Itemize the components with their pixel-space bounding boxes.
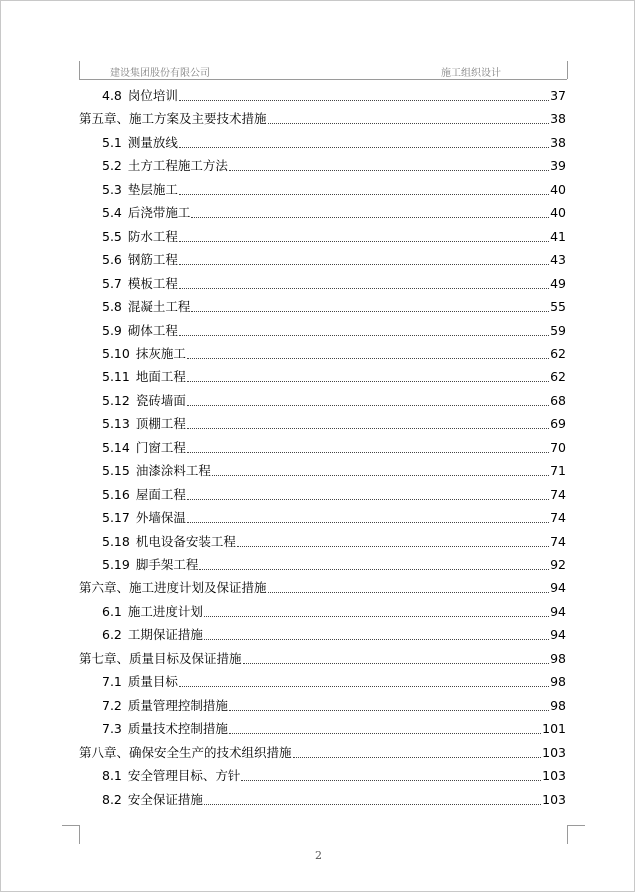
toc-page-number: 94 bbox=[550, 580, 566, 596]
toc-section-entry[interactable] bbox=[1, 128, 635, 151]
toc-dot-leader bbox=[187, 405, 549, 406]
toc-section-number: 5.16 bbox=[102, 486, 130, 502]
toc-section-entry[interactable] bbox=[1, 714, 635, 737]
toc-dot-leader bbox=[187, 452, 549, 453]
toc-page-number: 43 bbox=[550, 252, 566, 268]
toc-entry-title: 混凝土工程 bbox=[127, 299, 191, 315]
toc-dot-leader bbox=[293, 757, 542, 758]
toc-section-entry[interactable] bbox=[1, 175, 635, 198]
toc-entry-heading bbox=[102, 346, 186, 362]
toc-dot-leader bbox=[204, 616, 549, 617]
toc-entry-heading bbox=[102, 182, 178, 198]
toc-entry-heading bbox=[102, 252, 178, 268]
toc-section-number: 5.7 bbox=[102, 275, 122, 291]
toc-section-number: 5.6 bbox=[102, 252, 122, 268]
toc-entry-title: 质量技术控制措施 bbox=[127, 721, 228, 737]
toc-entry-heading bbox=[102, 721, 228, 737]
toc-page-number: 74 bbox=[550, 510, 566, 526]
toc-entry-title: 测量放线 bbox=[127, 134, 178, 150]
toc-section-entry[interactable] bbox=[1, 785, 635, 808]
toc-entry-title: 后浇带施工 bbox=[127, 205, 191, 221]
toc-entry-title: 机电设备安装工程 bbox=[135, 533, 236, 549]
toc-entry-heading bbox=[102, 792, 203, 808]
toc-dot-leader bbox=[187, 522, 549, 523]
toc-page-number: 38 bbox=[550, 134, 566, 150]
toc-page-number: 103 bbox=[542, 768, 566, 784]
toc-entry-title: 安全保证措施 bbox=[127, 791, 203, 807]
toc-dot-leader bbox=[187, 381, 549, 382]
toc-entry-title: 门窗工程 bbox=[135, 439, 186, 455]
toc-page-number: 37 bbox=[550, 88, 566, 103]
toc-entry-title: 第六章、施工进度计划及保证措施 bbox=[79, 580, 267, 596]
toc-dot-leader bbox=[243, 663, 550, 664]
toc-section-number: 5.18 bbox=[102, 533, 130, 549]
toc-section-entry[interactable] bbox=[1, 550, 635, 573]
toc-dot-leader bbox=[241, 780, 541, 781]
toc-dot-leader bbox=[191, 311, 549, 312]
toc-section-entry[interactable] bbox=[1, 433, 635, 456]
header-rule bbox=[79, 79, 567, 80]
toc-section-entry[interactable] bbox=[1, 527, 635, 550]
toc-section-number: 5.3 bbox=[102, 181, 122, 197]
toc-section-entry[interactable] bbox=[1, 409, 635, 432]
toc-dot-leader bbox=[179, 264, 549, 265]
toc-entry-heading bbox=[102, 557, 198, 573]
toc-entry-title: 瓷砖墙面 bbox=[135, 392, 186, 408]
toc-section-number: 5.2 bbox=[102, 158, 122, 174]
toc-page-number: 41 bbox=[550, 228, 566, 244]
toc-section-number: 5.1 bbox=[102, 134, 122, 150]
toc-entry-heading bbox=[102, 393, 186, 409]
toc-page-number: 40 bbox=[550, 181, 566, 197]
toc-section-entry[interactable] bbox=[1, 620, 635, 643]
toc-dot-leader bbox=[179, 335, 549, 336]
toc-page-number: 98 bbox=[550, 650, 566, 666]
toc-entry-title: 质量目标 bbox=[127, 674, 178, 690]
toc-page-number: 98 bbox=[550, 674, 566, 690]
toc-section-entry[interactable] bbox=[1, 691, 635, 714]
toc-entry-title: 安全管理目标、方针 bbox=[127, 768, 241, 784]
toc-entry-heading bbox=[79, 745, 292, 761]
toc-section-entry[interactable] bbox=[1, 362, 635, 385]
toc-chapter-entry[interactable] bbox=[1, 104, 635, 127]
toc-section-number: 4.8 bbox=[102, 88, 122, 103]
toc-page-number: 62 bbox=[550, 369, 566, 385]
toc-entry-title: 钢筋工程 bbox=[127, 252, 178, 268]
header-company-name: 建设集团股份有限公司 bbox=[110, 68, 210, 79]
toc-dot-leader bbox=[179, 147, 549, 148]
toc-entry-title: 屋面工程 bbox=[135, 486, 186, 502]
toc-page-number: 101 bbox=[542, 721, 566, 737]
toc-section-entry[interactable] bbox=[1, 480, 635, 503]
toc-chapter-entry[interactable] bbox=[1, 573, 635, 596]
toc-entry-title: 第七章、质量目标及保证措施 bbox=[79, 650, 242, 666]
toc-section-entry[interactable] bbox=[1, 81, 635, 104]
toc-entry-title: 施工进度计划 bbox=[127, 603, 203, 619]
toc-dot-leader bbox=[179, 241, 549, 242]
toc-page-number: 38 bbox=[550, 111, 566, 127]
toc-section-number: 5.15 bbox=[102, 463, 130, 479]
toc-section-number: 5.14 bbox=[102, 439, 130, 455]
toc-dot-leader bbox=[229, 733, 541, 734]
toc-section-entry[interactable] bbox=[1, 386, 635, 409]
toc-section-number: 5.8 bbox=[102, 299, 122, 315]
toc-dot-leader bbox=[199, 569, 549, 570]
toc-entry-heading bbox=[102, 487, 186, 503]
header-corner-mark-left bbox=[79, 61, 80, 79]
toc-section-number: 7.2 bbox=[102, 697, 122, 713]
toc-section-number: 5.10 bbox=[102, 345, 130, 361]
toc-section-entry[interactable] bbox=[1, 339, 635, 362]
toc-entry-heading bbox=[102, 440, 186, 456]
footer-corner-mark-left bbox=[62, 825, 80, 844]
toc-entry-title: 模板工程 bbox=[127, 275, 178, 291]
toc-dot-leader bbox=[268, 592, 550, 593]
toc-dot-leader bbox=[179, 288, 549, 289]
toc-section-number: 6.1 bbox=[102, 603, 122, 619]
toc-section-number: 5.9 bbox=[102, 322, 122, 338]
toc-section-entry[interactable] bbox=[1, 151, 635, 174]
toc-dot-leader bbox=[204, 804, 541, 805]
toc-dot-leader bbox=[268, 123, 550, 124]
toc-entry-heading bbox=[102, 158, 228, 174]
toc-page-number: 92 bbox=[550, 557, 566, 572]
toc-page-number: 62 bbox=[550, 345, 566, 361]
toc-entry-heading bbox=[102, 369, 186, 385]
toc-section-entry[interactable] bbox=[1, 597, 635, 620]
footer-page-number: 2 bbox=[315, 849, 322, 862]
toc-section-number: 5.12 bbox=[102, 392, 130, 408]
toc-section-number: 5.4 bbox=[102, 205, 122, 221]
toc-entry-heading bbox=[79, 580, 267, 596]
toc-entry-heading bbox=[102, 135, 178, 151]
toc-entry-title: 防水工程 bbox=[127, 228, 178, 244]
toc-section-entry[interactable] bbox=[1, 761, 635, 784]
toc-entry-heading bbox=[102, 463, 211, 479]
toc-entry-title: 顶棚工程 bbox=[135, 416, 186, 432]
toc-entry-title: 垫层施工 bbox=[127, 181, 178, 197]
toc-section-entry[interactable] bbox=[1, 316, 635, 339]
toc-dot-leader bbox=[187, 499, 549, 500]
toc-section-number: 8.1 bbox=[102, 768, 122, 784]
toc-dot-leader bbox=[179, 100, 549, 101]
footer-corner-mark-right bbox=[567, 825, 585, 844]
toc-dot-leader bbox=[187, 428, 549, 429]
toc-page-number: 68 bbox=[550, 392, 566, 408]
toc-entry-heading bbox=[102, 205, 190, 221]
toc-entry-heading bbox=[102, 534, 236, 550]
toc-page-number: 74 bbox=[550, 533, 566, 549]
header-corner-mark-right bbox=[567, 61, 568, 79]
toc-entry-title: 工期保证措施 bbox=[127, 627, 203, 643]
toc-section-number: 7.1 bbox=[102, 674, 122, 690]
toc-section-number: 5.11 bbox=[102, 369, 130, 385]
toc-entry-title: 抹灰施工 bbox=[135, 345, 186, 361]
toc-section-number: 8.2 bbox=[102, 791, 122, 807]
toc-section-number: 6.2 bbox=[102, 627, 122, 643]
toc-dot-leader bbox=[187, 358, 549, 359]
toc-entry-heading bbox=[102, 276, 178, 292]
toc-entry-heading bbox=[102, 229, 178, 245]
toc-entry-heading bbox=[102, 674, 178, 690]
toc-section-entry[interactable] bbox=[1, 222, 635, 245]
toc-dot-leader bbox=[229, 710, 549, 711]
toc-section-entry[interactable] bbox=[1, 503, 635, 526]
toc-chapter-entry[interactable] bbox=[1, 738, 635, 761]
toc-entry-heading bbox=[102, 323, 178, 339]
toc-section-entry[interactable] bbox=[1, 292, 635, 315]
toc-dot-leader bbox=[179, 194, 549, 195]
toc-dot-leader bbox=[191, 217, 549, 218]
toc-section-number: 5.17 bbox=[102, 510, 130, 526]
toc-section-entry[interactable] bbox=[1, 667, 635, 690]
toc-page-number: 103 bbox=[542, 791, 566, 807]
toc-entry-heading bbox=[79, 111, 267, 127]
toc-entry-title: 油漆涂料工程 bbox=[135, 463, 211, 479]
toc-page-number: 69 bbox=[550, 416, 566, 432]
toc-page-number: 49 bbox=[550, 275, 566, 291]
toc-section-number: 5.5 bbox=[102, 228, 122, 244]
toc-section-number: 5.13 bbox=[102, 416, 130, 432]
toc-entry-heading bbox=[102, 698, 228, 714]
toc-page-number: 103 bbox=[542, 744, 566, 760]
toc-entry-heading bbox=[102, 88, 178, 104]
toc-section-number: 5.19 bbox=[102, 557, 130, 572]
toc-page-number: 55 bbox=[550, 299, 566, 315]
toc-page-number: 39 bbox=[550, 158, 566, 174]
toc-page-number: 71 bbox=[550, 463, 566, 479]
toc-entry-heading bbox=[102, 299, 190, 315]
toc-entry-heading bbox=[79, 651, 242, 667]
header-document-title: 施工组织设计 bbox=[441, 68, 501, 79]
toc-chapter-entry[interactable] bbox=[1, 644, 635, 667]
toc-section-number: 7.3 bbox=[102, 721, 122, 737]
toc-entry-heading bbox=[102, 510, 186, 526]
toc-dot-leader bbox=[204, 639, 549, 640]
toc-entry-title: 脚手架工程 bbox=[135, 557, 199, 572]
toc-entry-heading bbox=[102, 416, 186, 432]
toc-dot-leader bbox=[237, 546, 549, 547]
toc-page-number: 40 bbox=[550, 205, 566, 221]
toc-page-number: 74 bbox=[550, 486, 566, 502]
toc-dot-leader bbox=[229, 170, 549, 171]
toc-entry-title: 地面工程 bbox=[135, 369, 186, 385]
toc-entry-title: 第五章、施工方案及主要技术措施 bbox=[79, 111, 267, 127]
toc-page-number: 70 bbox=[550, 439, 566, 455]
toc-dot-leader bbox=[212, 475, 549, 476]
toc-section-entry[interactable] bbox=[1, 269, 635, 292]
toc-page-number: 94 bbox=[550, 627, 566, 643]
toc-dot-leader bbox=[179, 686, 549, 687]
toc-entry-heading bbox=[102, 768, 240, 784]
toc-section-entry[interactable] bbox=[1, 198, 635, 221]
toc-entry-heading bbox=[102, 627, 203, 643]
toc-entry-title: 砌体工程 bbox=[127, 322, 178, 338]
toc-entry-title: 第八章、确保安全生产的技术组织措施 bbox=[79, 744, 292, 760]
toc-entry-title: 质量管理控制措施 bbox=[127, 697, 228, 713]
toc-entry-title: 外墙保温 bbox=[135, 510, 186, 526]
toc-section-entry[interactable] bbox=[1, 245, 635, 268]
toc-entry-heading bbox=[102, 604, 203, 620]
toc-page-number: 94 bbox=[550, 603, 566, 619]
toc-entry-title: 土方工程施工方法 bbox=[127, 158, 228, 174]
toc-page-number: 98 bbox=[550, 697, 566, 713]
toc-section-entry[interactable] bbox=[1, 456, 635, 479]
toc-page-number: 59 bbox=[550, 322, 566, 338]
toc-entry-title: 岗位培训 bbox=[127, 88, 178, 103]
